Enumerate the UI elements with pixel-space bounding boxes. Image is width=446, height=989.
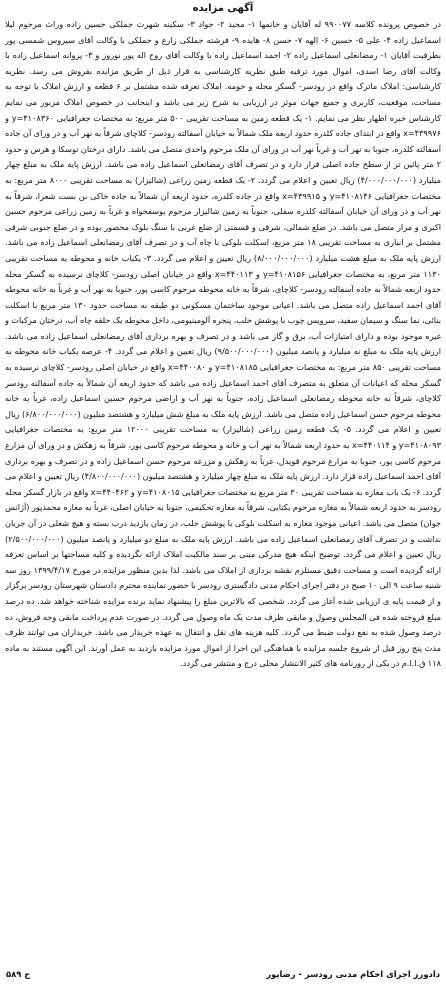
notice-footer	[6, 967, 440, 981]
footer-signature: دادورز اجرای احکام مدنی رودسر - رضاپور	[266, 969, 440, 979]
footer-code: ح ۵۸۹	[6, 969, 31, 979]
notice-body: در خصوص پرونده کلاسه ۹۹۰۰۷۷ له آقایان و خانمها ۱- مجید ۲- جواد ۳- سکینه شهرت جملکی حسین زاده وراث مرحوم لیلا اسماعیل زاده ۴- علی ۵- حسین ۶- الهه ۷- حسن ۸- هایده ۹- فرشته جملکی زارع و جملکی با وکالت آقای سیروس شمسی پور بطرفیت آقایان ۱- رمضانعلی اسماعیل زاده ۲- احمد اسماعیل زاده با وکالت آقای روح اله پور نوروز و ۳- پروانه اسماعیل زاده با وکالت آقای رضا اسدی، اموال مورد ترفیه طبق نظریه کارشناسی به قرار ذیل از طریق مزایده بفروش می رسد. نظریه کارشناسی: املاک ماترک واقع در رودسر- گسکر محله و حومه. املاک تعرفه شده مشتمل بر ۶ قطعه و ارزش املاک با توجه به مساحت، موقعیت، کاربری و جمیع جهات موثر در ارزیابی به شرح زیر می باشد و اینجانب در خصوص املاک مزبور می نمایم کارشناس خبره اظهار نظر می نمایم. ۱- یک قطعه زمین به مساحت تقریبی ۵۰۰ متر مربع: به مختصات جغرافیایی y=۴۱۰۸۳۶۰ و x=۴۳۹۹۷۶ واقع در ابتدای جاده کلدره حدود اربعه ملک شمالاً به خیابان آسفالته رودسر- کلاچای شرقاً به نهر آب و در ورای آن جاده آسفالته کلدره، جنوبا به نهر آب و غرباً نهر آب در ورای آن ملک مرحوم واحدی متصل می باشد. دارای درختان توسکا و هرس و حدود ۲ متر پائین تر از سطح جاده اصلی قرار دارد و در تصرف آقای رمضانعلی اسماعیل زاده می باشد. ارزش پایه ملک به مبلغ چهار میلیارد (۴/۰۰۰/۰۰۰/۰۰۰) ریال تعیین و اعلام می گردد. ۲- یک قطعه زمین زراعی (شالیزار) به مساحت تقریبی ۸۰۰۰ متر مربع: به مختصات جغرافیایی y=۴۱۰۸۱۴۶ و x=۴۳۹۹۱۵ واقع در جاده کلدره، حدود اربعه آن شمالاً به جاده خاکی بن بست شعرا، شرقاً به نهر آب و در ورای آن خیابان آسفالته کلدره سفلی، جنوباً به زمین شالیزار مرحوم یوسفخواه و غرباً به زمین زراعی مرحوم حسین اکبری و مزار متصل می باشد. در ضلع شمالی، شرقی و قسمتی از ضلع غربی با سنگ بلوک محصور بوده و در ضلع جنوبی شرقی مشتمل بر انباری به مساحت تقریبی ۱۸ متر مربع، اسکلت بلوکی با چاه آب و در تصرف آقای رمضانعلی اسماعیل زاده می باشد. ارزش پایه ملک به مبلغ هشت میلیارد (۸/۰۰۰/۰۰۰/۰۰۰) ریال تعیین و اعلام می گردد. ۳- یکباب خانه و محوطه به مساحت تقریبی ۱۱۳۰ متر مربع، به مختصات جغرافیایی y=۴۱۰۸۱۵۶ و x=۴۴۰۱۱۳ واقع در خیابان اصلی رودسر- کلاچای نرسیده به گسکر محله حدود اربعه شمالاً به جاده آسفالته رودسر- کلاچای، شرقاً به خانه محوطه مرحوم کاسی پور، جنوبا به نهر آب و غرباً به خانه محوطه آقای احمد اسماعیل زاده متصل می باشد. اعیانی موجود ساختمان مسکونی دو طبقه به مساحت حدود ۱۳۰ متر مربع با اسکلت بنائی، نما سنگ و سیمان سفید، سرویس چوب با پوشش حلب، پنجره آلومینیومی، داخل محوطه یک حلقه چاه آب، درختان مرکبات و غیره موجود بوده و دارای امتیازات آب، برق و گاز می باشد و در تصرف و بهره برداری آقای رمضانعلی اسماعیل زاده می باشد. ارزش پایه ملک به مبلغ نه میلیارد و پانصد میلیون (۹/۵۰۰/۰۰۰/۰۰۰) ریال تعیین و اعلام می گردد. ۴- عرصه یکباب خانه محوطه به مساحت تقریبی ۸۵۰ متر مربع: به مختصات جغرافیایی y=۴۱۰۸۱۸۵ و x=۴۴۰۰۸۰ واقع در خیابان اصلی رودسر- کلاچای نرسیده به گسکر محله که اعیانات آن متعلق به متصرف آقای احمد اسماعیل زاده می باشد که حدود اربعه آن شمالاً به جاده آسفالته رودسر کلاچای، شرقاً به خانه محوطه رمضانعلی اسماعیل زاده، جنوباً به نهر آب و اراضی مرحوم حسین اسماعیل زاده، غرباً به خانه محوطه مرحوم حسن اسماعیل زاده متصل می باشد. ارزش پایه ملک به مبلغ شش میلیارد و هشتصد میلیون (۶/۸۰۰/۰۰۰/۰۰۰) ریال تعیین و اعلام می گردد. ۵- یک قطعه زمین زراعی (شالیزار) به مساحت تقریبی ۱۲۰۰۰ متر مربع: به مختصات جغرافیایی y=۴۱۰۸۰۹۳ و x=۴۴۰۱۱۴ به حدود اربعه شمالاً به نهر آب و خانه و محوطه مرحوم کاسی پور، شرقاً به زهکش و در ورای آن مزارع مرحوم کاسی پور، جنوبا به مزارع مرحوم قویدل، غرباً به زهکش و مزرعه مرحوم حسن اسماعیل زاده و در تصرف و بهره برداری آقای احمد اسماعیل زاده قرار دارد. ارزش پایه ملک به مبلغ چهار میلیارد و هشتصد میلیون (۴/۸۰۰/۰۰۰/۰۰۰) ریال تعیین و اعلام می گردد. ۶- یک باب مغازه به مساحت تقریبی ۳۰ متر مربع به مختصات جغرافیایی y=۴۱۰۸۰۱۵ و x=۴۴۰۴۶۲ واقع در بازار گسکر محله رودسر به حدود اربعه شمالاً به مغازه مرحوم یکتایی، شرقاً به مغازه تحکیمی، جنوبا به خیابان اصلی، غرباً به مغازه محمدپور (آژانس جوان) متصل می باشد. اعیانی موجود مغازه به اسکلت بلوکی با پوشش حلب، در زمان بازدید درب بسته و هیچ شغلی در آن جریان نداشت و در تصرف آقای رمضانعلی اسماعیل زاده می باشد. ارزش پایه ملک به مبلغ دو میلیارد و پانصد میلیون (۲/۵۰۰/۰۰۰/۰۰۰) ریال تعیین و اعلام می گردد. توضیح اینکه هیچ مدرکی مبنی بر سند مالکیت املاک ارائه نگردیده و کلیه مساحتها بر اساس تعرفه ارائه گردیده است و مساحت دقیق مستلزم نقشه برداری از املاک می باشد. لذا بدین منظور مزایده در مورخ ۱۳۹۹/۴/۱۷ روز سه شنبه ساعت ۹ الی ۱۰ صبح در دفتر اجرای احکام مدنی دادگستری رودسر با حضور نماینده محترم دادستان شهرستان رودسر برگزار و از قیمت پایه ی ارزیابی شده آغاز می گردد. شخصی که بالاترین مبلغ را پیشنهاد نماید برنده مزایده شناخته خواهد شد. ده درصد مبلغ فروخته شده فی المجلس وصول و مابقی ظرف مدت یک ماه وصول می گردد. در صورت عدم پرداخت مابقی وجه فروش، ده درصد وصول شده به نفع دولت ضبط می گردد. کلیه هزینه های نقل و انتقال به عهده خریدار می باشد. خریداران می توانند ظرف مدت پنج روز قبل از شروع جلسه مزایده با هماهنگی این اجرا از اموال مورد مزایده بازدید به عمل آورند. این آگهی مستند به ماده ۱۱۸ ق.ا.ا.م در یکی از روزنامه های کثیر الانتشار محلی درج و منتشر می گردد.	[5, 19, 441, 669]
notice-title: آگهی مزایده	[192, 3, 254, 14]
